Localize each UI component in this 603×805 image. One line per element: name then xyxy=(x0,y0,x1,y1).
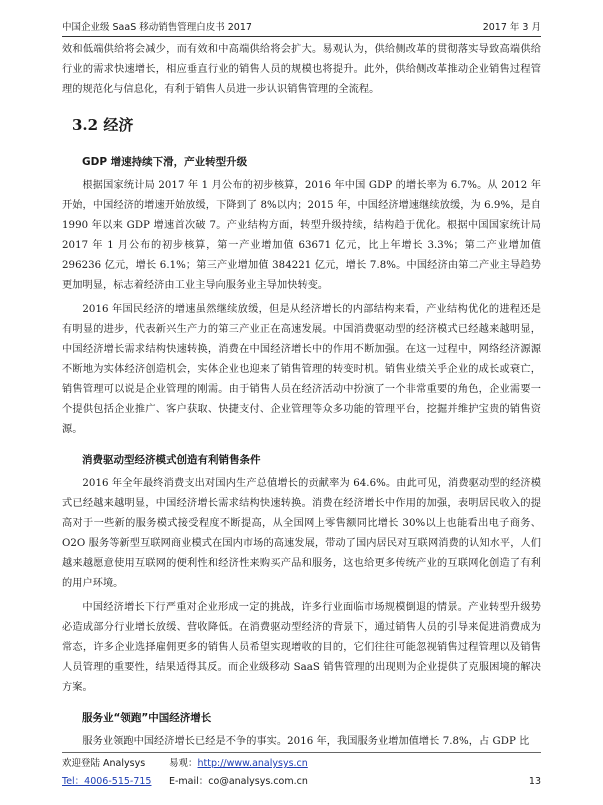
page-number: 13 xyxy=(528,776,541,787)
subheading-services: 服务业“领跑”中国经济增长 xyxy=(82,712,212,724)
header-title: 中国企业级 SaaS 移动销售管理白皮书 2017 xyxy=(62,22,252,33)
section-title: 3.2 经济 xyxy=(72,116,134,134)
footer-email: E-mail：co@analysys.com.cn xyxy=(169,776,308,787)
intro-paragraph: 效和低端供给将会减少，而有效和中高端供给将会扩大。易观认为，供给侧改革的贯彻落实导致高端供给行业的需求快速增长，相应垂直行业的销售人员的规模也将提升。此外，供给侧改革推动企业销售过程管理的规范化与信息化，有利于销售人员进一步认识销售管理的全流程。 xyxy=(62,44,541,95)
paragraph-consumption-1: 2016 年全年最终消费支出对国内生产总值增长的贡献率为 64.6%。由此可见，消费驱动型的经济模式已经越来越明显，中国经济增长需求结构快速转换。消费在经济增长中作用的加强，表明居民收入的提高对于一些新的服务模式接受程度不断提高，从全国网上零售额同比增长 30%以上也能看出电子商务、O2O 服务等新型互联网商业模式在国内市场的高速发展，带动了国内居民对互联网消费的认知水平，人们越来越愿意使用互联网的便利性和经济性来购买产品和服务，这也给更多传统产业的互联网化创造了有利的用户环境。 xyxy=(62,478,541,589)
paragraph-gdp-2: 2016 年国民经济的增速虽然继续放缓，但是从经济增长的内部结构来看，产业结构优化的进程还是有明显的进步，代表新兴生产力的第三产业正在高速发展。中国消费驱动型的经济模式已经越来越明显，中国经济增长需求结构快速转换，消费在中国经济增长中的作用不断加强。在这一过程中，网络经济源源不断地为实体经济创造机会，实体企业也迎来了销售管理的转变时机。销售业绩关乎企业的成长或衰亡，销售管理可以说是企业管理的刚需。由于销售人员在经济活动中扮演了一个非常重要的角色，企业需要一个提供包括企业推广、客户获取、快捷支付、企业管理等众多功能的管理平台，挖掘并维护宝贵的销售资源。 xyxy=(62,304,541,435)
page-footer xyxy=(62,752,541,793)
page-header xyxy=(62,20,541,37)
footer-site-link[interactable]: http://www.analysys.cn xyxy=(197,758,308,769)
footer-welcome: 欢迎登陆 Analysys xyxy=(62,758,146,769)
footer-site-label: 易观： xyxy=(169,758,198,769)
subheading-gdp: GDP 增速持续下滑，产业转型升级 xyxy=(82,156,248,168)
page-body xyxy=(62,40,541,752)
footer-tel-link[interactable]: Tel：4006-515-715 xyxy=(62,776,152,787)
subheading-consumption: 消费驱动型经济模式创造有利销售条件 xyxy=(82,454,261,466)
footer-site xyxy=(169,755,308,773)
paragraph-gdp-1: 根据国家统计局 2017 年 1 月公布的初步核算，2016 年中国 GDP 的增长率为 6.7%。从 2012 年开始，中国经济的增速开始放缓，下降到了 8%以内；2015 年，中国经济增速继续放缓，为 6.9%，是自 1990 年以来 GDP 增速首次破 7。产业结构方面，转型升级持续，结构趋于优化。根据中国国家统计局 2017 年 1 月公布的初步核算，第一产业增加值 63671 亿元，比上年增长 3.3%；第二产业增加值 296236 亿元，增长 6.1%；第三产业增加值 384221 亿元，增长 7.8%。中国经济由第二产业主导趋势更加明显，标志着经济由工业主导向服务业主导加快转变。 xyxy=(62,180,541,291)
paragraph-consumption-2: 中国经济增长下行严重对企业形成一定的挑战，许多行业面临市场规模倒退的情景。产业转型升级势必造成部分行业增长放缓、营收降低。在消费驱动型经济的背景下，通过销售人员的引导来促进消费成为常态，许多企业选择雇佣更多的销售人员希望实现增收的目的，它们往往可能忽视销售过程管理以及销售人员管理的重要性，结果适得其反。而企业级移动 SaaS 销售管理的出现则为企业提供了克服困境的解决方案。 xyxy=(62,602,541,693)
paragraph-services-1: 服务业领跑中国经济增长已经是不争的事实。2016 年，我国服务业增加值增长 7.8%，占 GDP 比 xyxy=(82,736,530,747)
header-date: 2017 年 3 月 xyxy=(482,22,541,33)
